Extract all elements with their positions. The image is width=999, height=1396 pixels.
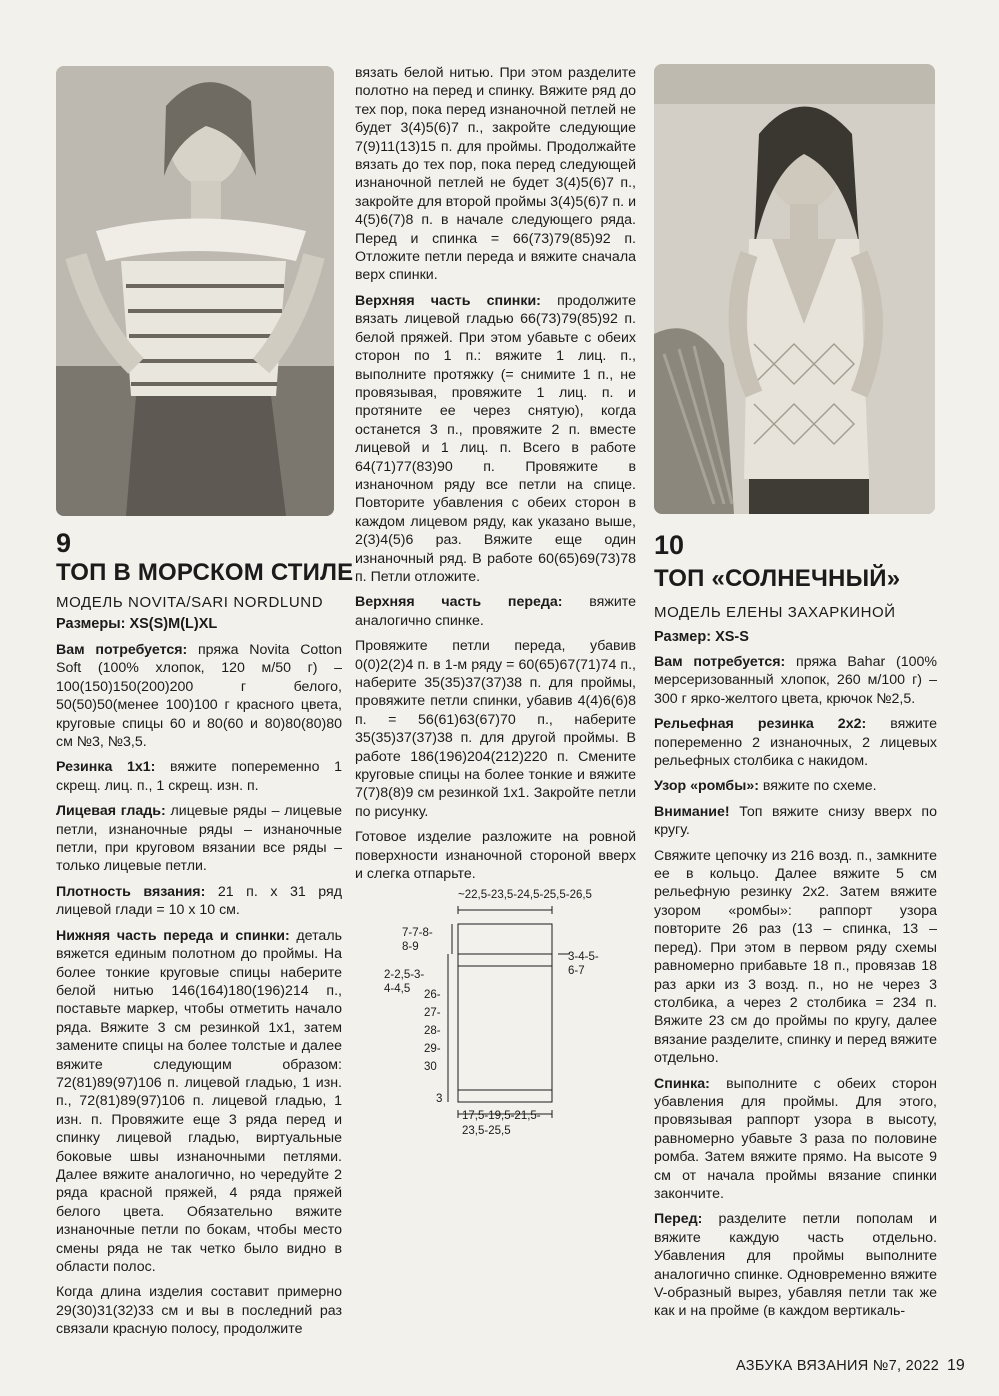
paragraph: Провяжите петли переда, убавив 0(0)2(2)4 п. в 1-м ряду = 60(65)67(71)74 п., наберите 35(35)37(37)38 п. для проймы, провяжите петли спинки, убавив 4(4)6(6)8 п. = 56(61)63(67)70 п., наберите 35(35)37(37)38 п. для другой проймы. В работе 186(196)204(212)220 п. Смените круговые спицы на более тонкие и вяжите 7(7)8(8)9 см резинкой 1х1. Закройте петли по рисунку.: [355, 638, 636, 820]
dim-armhole-1: 2-2,5-3-: [384, 969, 425, 981]
paragraph: Узор «ромбы»: вяжите по схеме.: [654, 778, 877, 795]
column-1: [56, 641, 342, 1346]
dim-length-1: 26-: [424, 989, 441, 1001]
paragraph: Верхняя часть спинки: продолжите вязать лицевой гладью 66(73)79(85)92 п. белой пряжей. При этом убавьте с обеих сторон по 1 п.: вяжите 1 лиц. п., выполните протяжку (= снимите 1 п., не провязывая, провяжите 1 лиц. п. и протяните ее через снятую), когда останется 3 п., провяжите 2 п. вместе лицевой и 1 лиц. п. Всего в работе 64(71)77(83)90 п. Провяжите в изнаночном ряду все петли на спице. Повторите убавления с обеих сторон в каждом лицевом ряду, как указано выше, 2(3)4(5)6 раз. Вяжите еще один изнаночный ряд. В работе 60(65)69(73)78 п. Петли отложите.: [355, 292, 636, 585]
model-10-number: 10: [654, 530, 685, 560]
paragraph: Плотность вязания: 21 п. х 31 ряд лицевой глади = 10 х 10 см.: [56, 883, 343, 919]
dim-length-4: 29-: [424, 1043, 441, 1055]
model-10-title: ТОП «СОЛНЕЧНЫЙ»: [654, 565, 901, 592]
paragraph: Перед: разделите петли пополам и вяжите каждую часть отдельно. Убавления для проймы выполните аналогично спинке. Одновременно вяжите V-образный вырез, убавляя петли так же как и на пройме (в каждом вертикаль-: [654, 1211, 937, 1320]
dim-length-3: 28-: [424, 1025, 441, 1037]
column-2: [355, 64, 636, 890]
paragraph: Свяжите цепочку из 216 возд. п., замкните ее в кольцо. Далее вяжите 5 см рельефную резинку 2х2. Затем вяжите узором «ромбы»: раппорт узора повторите 26 раз (13 – спинка, 13 – перед). При этом в первом ряду схемы равномерно прибавьте 18 п., провязав 18 раз арки из 3 возд. п., но не через 3 столбика, а через 2 столбика = 234 п. Вяжите 23 см до проймы по кругу, далее вязание разделите, спинку и перед вяжите отдельно.: [654, 847, 937, 1067]
page-number: 19: [947, 1357, 965, 1374]
model-9-number: 9: [56, 528, 72, 558]
model-9-title: ТОП В МОРСКОМ СТИЛЕ: [56, 559, 354, 586]
dim-width-bottom-1: 17,5-19,5-21,5-: [462, 1110, 541, 1122]
paragraph: Внимание! Топ вяжите снизу вверх по кругу.: [654, 803, 937, 839]
paragraph: Нижняя часть переда и спинки: деталь вяжется единым полотном до проймы. На более тонкие круговые спицы наберите белой нитью 146(164)180(196)214 п., поставьте маркер, чтобы отметить начало ряда. Вяжите 3 см резинкой 1х1, затем замените спицы на более толстые и далее вяжите следующим образом: 72(81)89(97)106 п. лицевой гладью, 1 изн. п., 72(81)89(97)106 п. лицевой гладью, 1 изн. п. Провяжите еще 3 ряда перед и спинку лицевой гладью, виртуальные боковые швы изнаночными петлями. Далее вяжите аналогично, но чередуйте 2 ряда красной пряжей, 4 ряда пряжей белого цвета. Обязательно вяжите изнаночные петли по бокам, чтобы место смены ряда не так четко было видно в области полос.: [56, 927, 342, 1275]
paragraph: Верхняя часть переда: вяжите аналогично спинке.: [355, 594, 636, 629]
dim-armhole-2: 4-4,5: [384, 983, 411, 995]
model-9-sizes: Размеры: XS(S)M(L)XL: [56, 616, 218, 632]
paragraph: Когда длина изделия составит примерно 29(30)31(32)33 см и вы в последний раз связали красную полосу, продолжите: [56, 1284, 342, 1338]
dim-width-bottom-2: 23,5-25,5: [462, 1125, 511, 1137]
model-10-designer: МОДЕЛЬ ЕЛЕНЫ ЗАХАРКИНОЙ: [654, 604, 896, 621]
dim-length-2: 27-: [424, 1007, 441, 1019]
dim-length-5: 30: [424, 1061, 437, 1073]
dim-underarm-2: 6-7: [568, 965, 585, 977]
paragraph: Спинка: выполните с обеих сторон убавления для проймы. Для этого, провязывая раппорт узора в высоту, равномерно убавьте 3 раза по половине ромба. Затем вяжите прямо. На высоте 9 см от начала проймы вязание спинки закончите.: [654, 1075, 937, 1202]
dim-rib: 3: [436, 1093, 443, 1105]
dim-width-top: ~22,5-23,5-24,5-25,5-26,5: [458, 889, 592, 901]
paragraph: Вам потребуется: пряжа Novita Cotton Soft (100% хлопок, 120 м/50 г) – 100(150)150(200)200 г белого, 50(50)50(менее 100)100 г красного цвета, круговые спицы 60 и 80(60 и 80)80(80)80 см №3, №3,5.: [56, 642, 342, 751]
dim-upper-1: 7-7-8-: [402, 927, 433, 939]
paragraph: Рельефная резинка 2х2: вяжите попеременно 2 изнаночных, 2 лицевых рельефных столбика с накидом.: [654, 716, 937, 770]
model-9-designer: МОДЕЛЬ NOVITA/SARI NORDLUND: [56, 594, 324, 611]
paragraph: Готовое изделие разложите на ровной поверхности изнаночной стороной вверх и слегка отпарьте.: [355, 829, 636, 883]
dim-upper-2: 8-9: [402, 941, 419, 953]
paragraph: Резинка 1х1: вяжите попеременно 1 скрещ. лиц. п., 1 скрещ. изн. п.: [56, 759, 343, 794]
model-9-photo: [56, 66, 334, 516]
paragraph: Вам потребуется: пряжа Bahar (100% мерсеризованный хлопок, 260 м/100 г) – 300 г ярко-желтого цвета, крючок №2,5.: [654, 654, 937, 707]
model-10-sizes: Размер: XS-S: [654, 629, 749, 645]
magazine-issue: АЗБУКА ВЯЗАНИЯ №7, 2022: [736, 1358, 940, 1374]
pattern-schematic: [382, 880, 622, 1140]
paragraph: вязать белой нитью. При этом разделите полотно на перед и спинку. Вяжите ряд до тех пор, пока перед изнаночной петлей не будет 3(4)5(6)7 п., закройте следующие 7(9)11(13)15 п. для проймы. Продолжайте вязать до тех пор, пока перед следующей изнаночной петлей не будет 3(4)5(6)7 п., закройте для второй проймы 3(4)5(6)7 п. и 4(5)6(7)8 п. в начале следующего ряда. Перед и спинка = 66(73)79(85)92 п. Отложите петли переда и вяжите сначала верх спинки.: [355, 65, 636, 284]
column-3: [654, 653, 937, 1328]
model-10-photo: [654, 64, 935, 514]
dim-underarm-1: 3-4-5-: [568, 951, 599, 963]
paragraph: Лицевая гладь: лицевые ряды – лицевые петли, изнаночные ряды – изнаночные петли, при круговом вязании все ряды – только лицевые петли.: [56, 803, 342, 875]
